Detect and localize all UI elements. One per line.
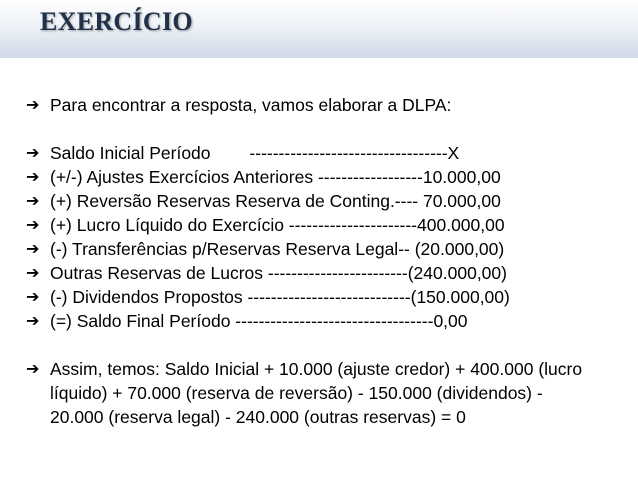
dlpa-line (26, 189, 626, 213)
arrow-bullet-icon: ➔ (26, 143, 40, 162)
arrow-bullet-icon: ➔ (26, 311, 40, 330)
intro-line (26, 93, 626, 117)
spacer (26, 117, 626, 141)
dlpa-line (26, 309, 626, 333)
arrow-bullet-icon: ➔ (26, 359, 40, 378)
arrow-bullet-icon: ➔ (26, 215, 40, 234)
dlpa-line-text: Outras Reservas de Lucros ------------------------(240.000,00) (50, 263, 507, 283)
arrow-bullet-icon: ➔ (26, 95, 40, 114)
intro-text: Para encontrar a resposta, vamos elaborar a DLPA: (50, 95, 452, 115)
slide-content (26, 93, 626, 429)
dlpa-line-text: (-) Dividendos Propostos ----------------------------(150.000,00) (50, 287, 510, 307)
dlpa-line (26, 285, 626, 309)
dlpa-line-text: Saldo Inicial Período ----------------------------------X (50, 143, 460, 163)
slide-title: EXERCÍCIO (40, 7, 193, 36)
conclusion-text: Assim, temos: Saldo Inicial + 10.000 (ajuste credor) + 400.000 (lucro líquido) + 70.000 (reserva de reversão) - 150.000 (dividendos) - 20.000 (reserva legal) - 240.000 (outras reservas) = 0 (50, 359, 583, 427)
arrow-bullet-icon: ➔ (26, 167, 40, 186)
dlpa-line (26, 213, 626, 237)
conclusion-line (26, 357, 626, 429)
dlpa-line-text: (-) Transferências p/Reservas Reserva Legal-- (20.000,00) (50, 239, 505, 259)
dlpa-line-text: (+) Reversão Reservas Reserva de Conting.---- 70.000,00 (50, 191, 501, 211)
dlpa-line (26, 261, 626, 285)
dlpa-line-text: (+) Lucro Líquido do Exercício ----------------------400.000,00 (50, 215, 505, 235)
dlpa-line (26, 237, 626, 261)
arrow-bullet-icon: ➔ (26, 191, 40, 210)
arrow-bullet-icon: ➔ (26, 239, 40, 258)
dlpa-line (26, 165, 626, 189)
dlpa-line-text: (+/-) Ajustes Exercícios Anteriores ------------------10.000,00 (50, 167, 501, 187)
dlpa-line (26, 141, 626, 165)
arrow-bullet-icon: ➔ (26, 263, 40, 282)
arrow-bullet-icon: ➔ (26, 287, 40, 306)
dlpa-line-text: (=) Saldo Final Período ----------------------------------0,00 (50, 311, 468, 331)
spacer (26, 333, 626, 357)
